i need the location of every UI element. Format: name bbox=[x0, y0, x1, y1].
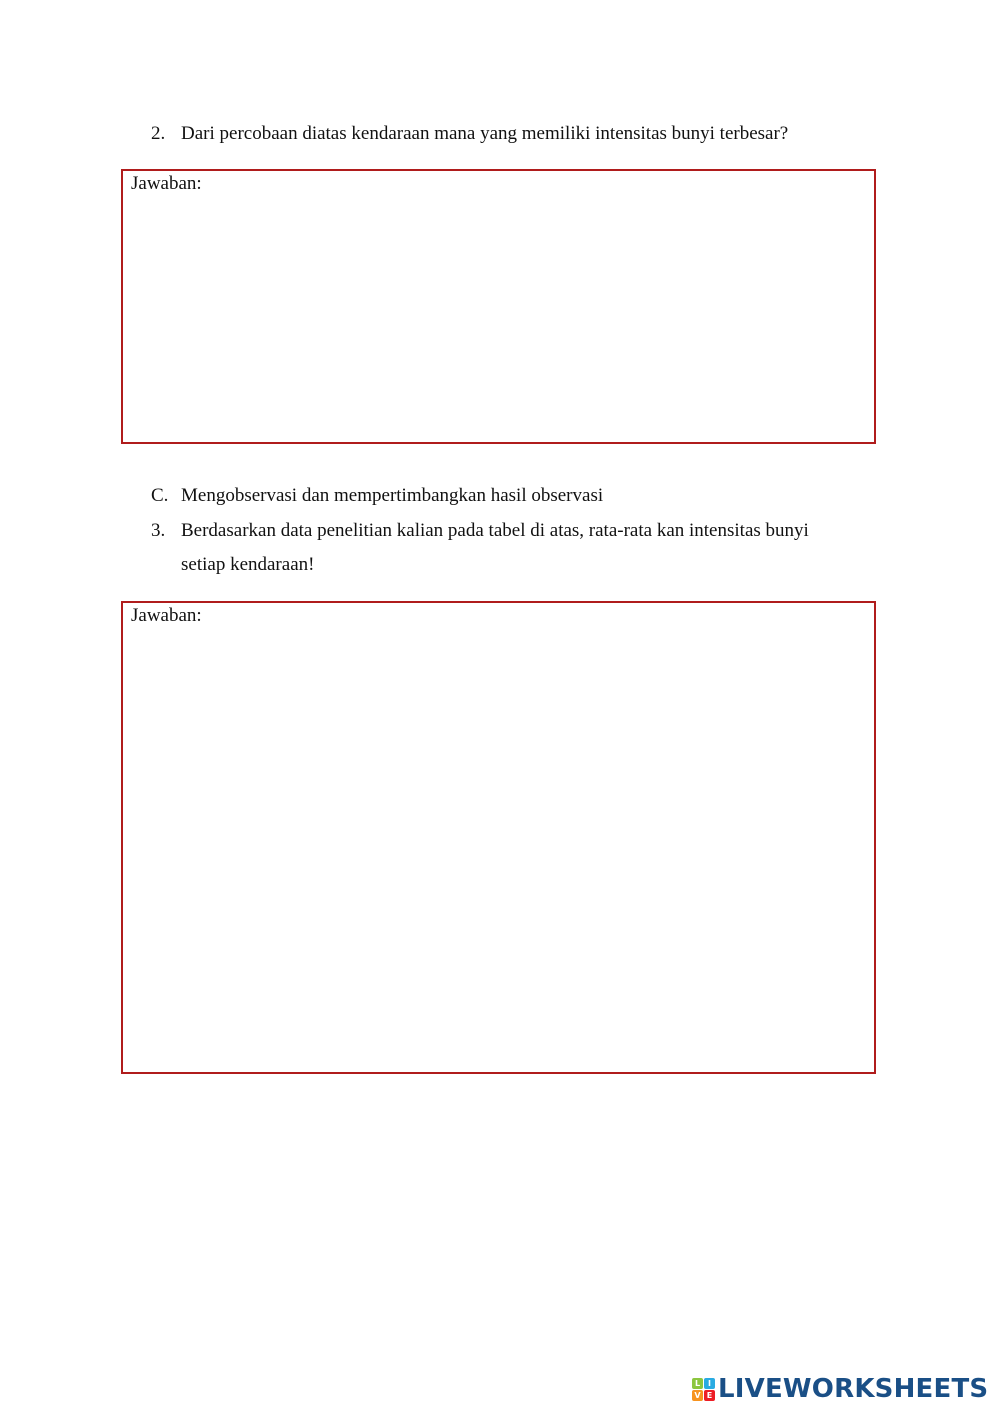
liveworksheets-logo-mark bbox=[692, 1378, 715, 1401]
answer-input-2[interactable] bbox=[129, 633, 868, 1066]
liveworksheets-logo bbox=[692, 1372, 988, 1406]
logo-mark-letter: V bbox=[692, 1390, 703, 1401]
question-2-number: 2. bbox=[151, 123, 166, 144]
question-2 bbox=[151, 117, 871, 151]
answer-box-1[interactable] bbox=[121, 169, 876, 444]
section-c-text: Mengobservasi dan mempertimbangkan hasil observasi bbox=[181, 485, 604, 506]
section-c-letter: C. bbox=[151, 485, 169, 506]
answer-box-2-label: Jawaban: bbox=[131, 605, 202, 626]
logo-mark-letter: L bbox=[692, 1378, 703, 1389]
question-3-text-line2: setiap kendaraan! bbox=[181, 554, 315, 575]
section-c bbox=[151, 479, 871, 513]
question-3-number: 3. bbox=[151, 520, 166, 541]
logo-mark-letter: I bbox=[704, 1378, 715, 1389]
answer-input-1[interactable] bbox=[129, 201, 868, 436]
answer-box-2[interactable] bbox=[121, 601, 876, 1074]
logo-mark-letter: E bbox=[704, 1390, 715, 1401]
question-3 bbox=[151, 514, 871, 582]
liveworksheets-logo-text: LIVEWORKSHEETS bbox=[718, 1374, 989, 1404]
question-2-text: Dari percobaan diatas kendaraan mana yang memiliki intensitas bunyi terbesar? bbox=[181, 123, 789, 144]
question-3-text-line1: Berdasarkan data penelitian kalian pada tabel di atas, rata-rata kan intensitas bunyi bbox=[181, 520, 809, 541]
answer-box-1-label: Jawaban: bbox=[131, 173, 202, 194]
